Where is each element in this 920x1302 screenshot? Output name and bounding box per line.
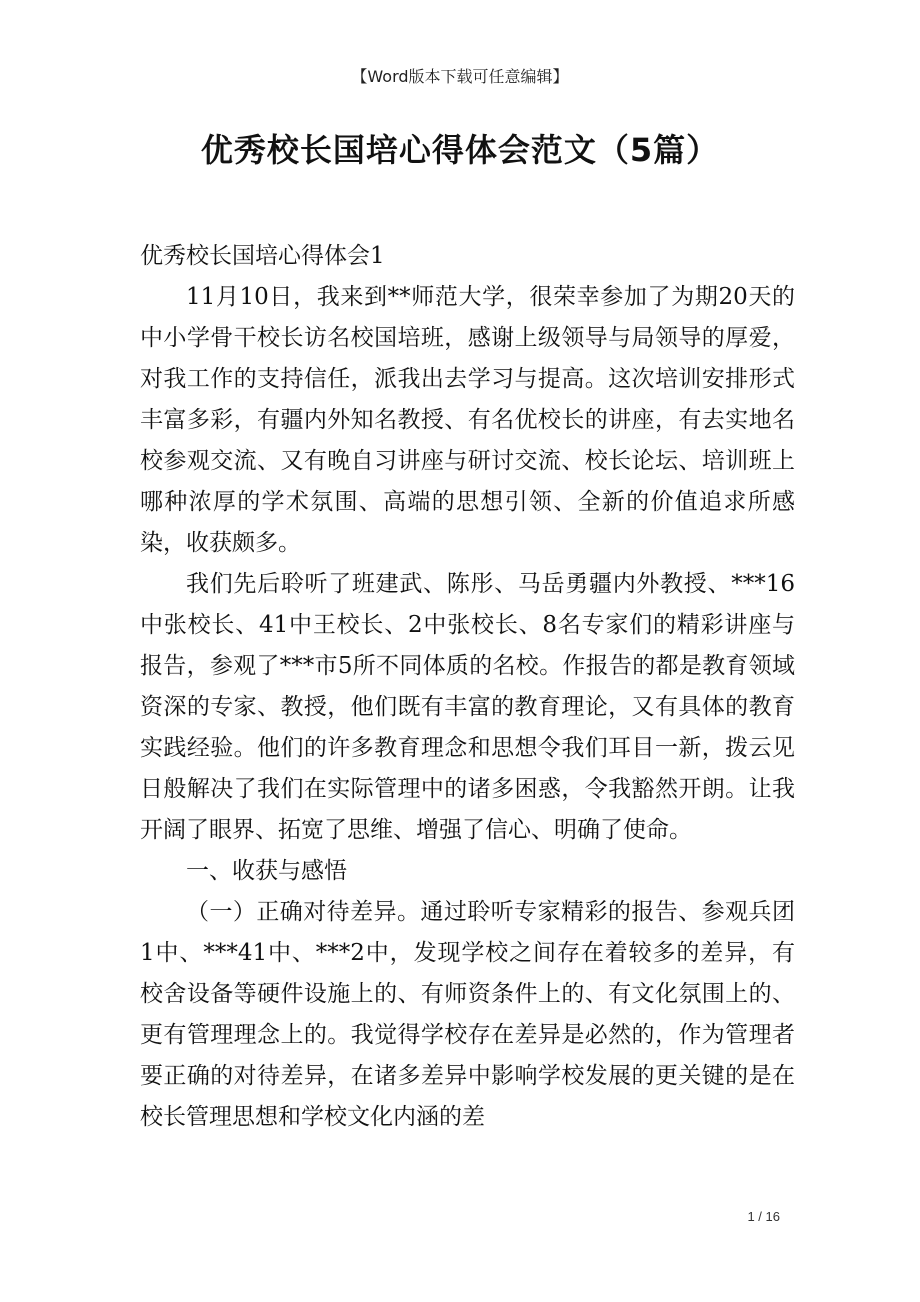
section-heading: 优秀校长国培心得体会1 (140, 243, 385, 269)
header-note: 【Word版本下载可任意编辑】 (351, 67, 569, 86)
paragraph-3: （一）正确对待差异。通过聆听专家精彩的报告、参观兵团1中、***41中、***2中，发现学校之间存在着较多的差异，有校舍设备等硬件设施上的、有师资条件上的、有文化氛围上的、更有管理理念上的。我觉得学校存在差异是必然的，作为管理者要正确的对待差异，在诸多差异中影响学校发展的更关键的是在校长管理思想和学校文化内涵的差 (140, 899, 795, 1130)
paragraph-1: 11月10日，我来到**师范大学，很荣幸参加了为期20天的中小学骨干校长访名校国培班，感谢上级领导与局领导的厚爱，对我工作的支持信任，派我出去学习与提高。这次培训安排形式丰富多彩，有疆内外知名教授、有名优校长的讲座，有去实地名校参观交流、又有晚自习讲座与研讨交流、校长论坛、培训班上哪种浓厚的学术氛围、高端的思想引领、全新的价值追求所感染，收获颇多。 (140, 284, 795, 556)
paragraph-2: 我们先后聆听了班建武、陈彤、马岳勇疆内外教授、***16中张校长、41中王校长、2中张校长、8名专家们的精彩讲座与报告，参观了***市5所不同体质的名校。作报告的都是教育领域资深的专家、教授，他们既有丰富的教育理论，又有具体的教育实践经验。他们的许多教育理念和思想令我们耳目一新，拨云见日般解决了我们在实际管理中的诸多困惑，令我豁然开朗。让我开阔了眼界、拓宽了思维、增强了信心、明确了使命。 (140, 571, 795, 843)
subheading: 一、收获与感悟 (186, 858, 347, 884)
document-body (140, 236, 795, 1138)
document-title: 优秀校长国培心得体会范文（5篇） (200, 131, 720, 169)
page-number: 1 / 16 (747, 1209, 780, 1224)
